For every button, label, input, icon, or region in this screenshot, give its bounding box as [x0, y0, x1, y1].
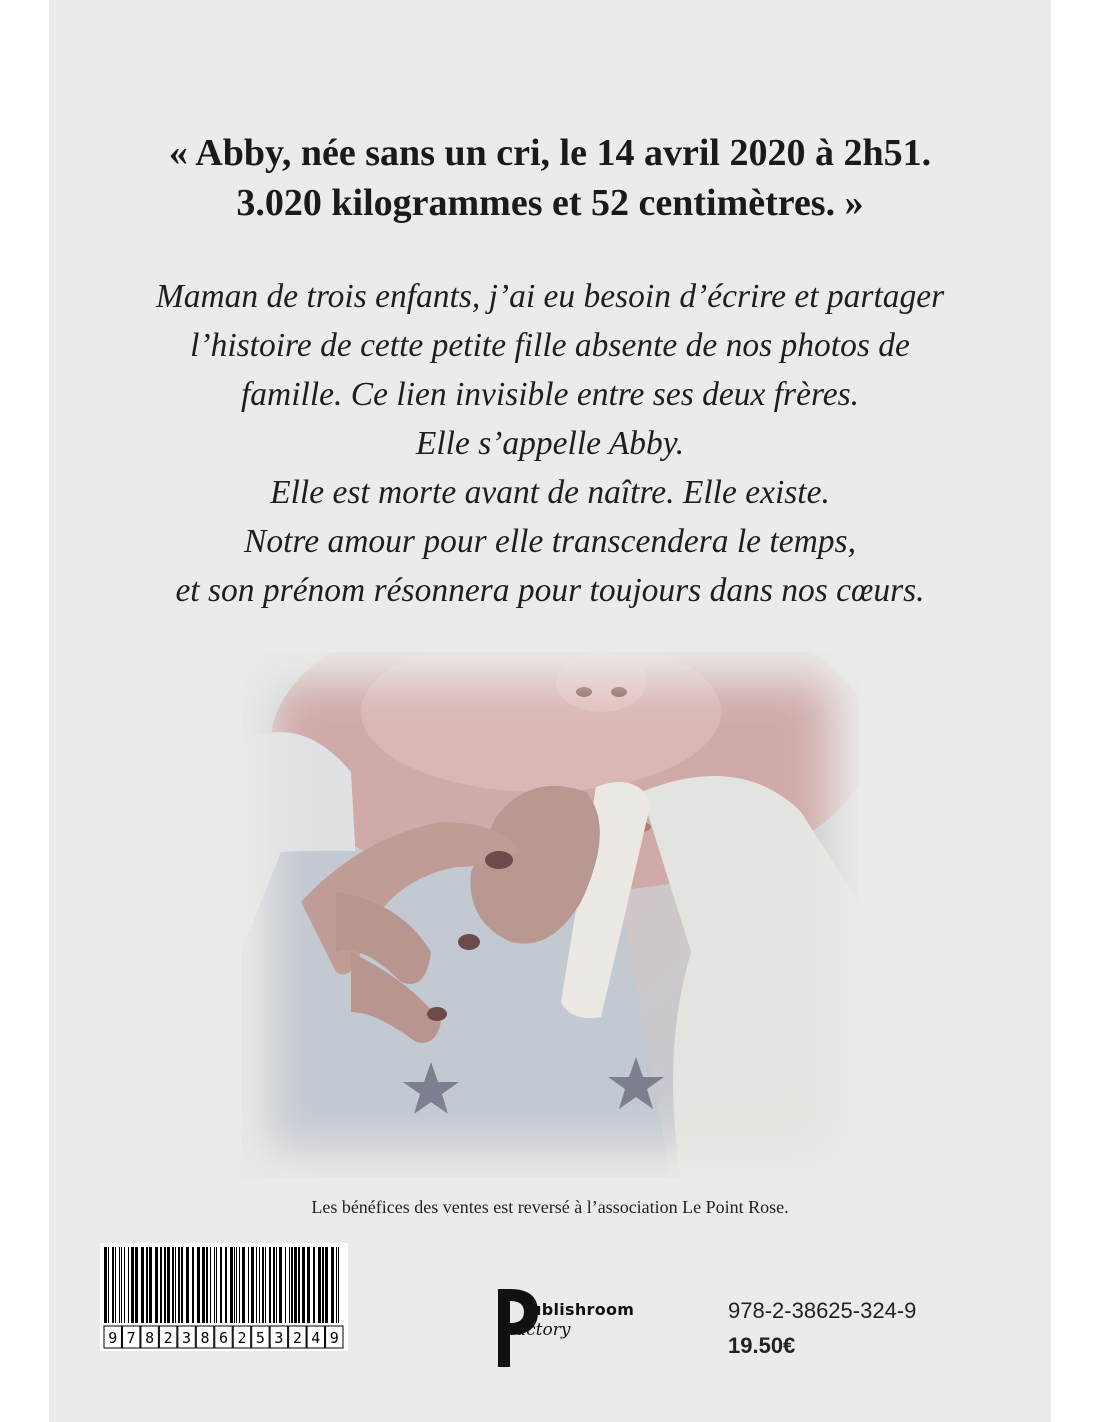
barcode-bar	[338, 1247, 339, 1323]
barcode-bar	[141, 1247, 144, 1323]
barcode-bar	[285, 1247, 286, 1323]
barcode-bar	[192, 1247, 194, 1323]
barcode-bar	[115, 1247, 116, 1323]
barcode-bar	[259, 1247, 260, 1323]
barcode-bar	[121, 1247, 122, 1323]
barcode-bar	[239, 1247, 240, 1323]
barcode-digit: 8	[145, 1329, 155, 1347]
barcode-bar	[262, 1247, 264, 1323]
publisher-logo	[496, 1285, 636, 1370]
barcode-bar	[225, 1247, 227, 1323]
barcode-bar	[322, 1247, 324, 1323]
barcode-digit: 7	[126, 1329, 136, 1347]
barcode-digit: 2	[237, 1329, 247, 1347]
barcode-bar	[313, 1247, 315, 1323]
barcode-bar	[279, 1247, 282, 1323]
barcode-bar	[273, 1247, 275, 1323]
blurb-line: Elle est morte avant de naître. Elle existe.	[270, 474, 830, 511]
barcode-bar	[119, 1247, 120, 1323]
barcode-bar	[220, 1247, 222, 1323]
barcode-bar	[325, 1247, 328, 1323]
barcode-bars	[100, 1243, 348, 1351]
headline-quote	[49, 128, 1051, 228]
barcode-bar	[128, 1247, 129, 1323]
barcode-bar	[112, 1247, 114, 1323]
barcode-bar	[251, 1247, 254, 1323]
charity-caption: Les bénéfices des ventes est reversé à l’association Le Point Rose.	[311, 1197, 789, 1217]
barcode-bar	[331, 1247, 334, 1323]
baby-photo	[241, 652, 859, 1178]
barcode-bar	[155, 1247, 158, 1323]
barcode-bar	[214, 1247, 215, 1323]
baby-photo-illustration	[241, 652, 859, 1178]
barcode-bar	[236, 1247, 237, 1323]
barcode-bar	[216, 1247, 217, 1323]
barcode-bar	[210, 1247, 211, 1323]
barcode-bar	[164, 1247, 166, 1323]
barcode-bar	[206, 1247, 208, 1323]
barcode-digit: 5	[255, 1329, 265, 1347]
barcode-bar	[276, 1247, 277, 1323]
barcode-bar	[248, 1247, 249, 1323]
barcode-bar	[197, 1247, 200, 1323]
barcode-bar	[178, 1247, 180, 1323]
barcode-bar	[291, 1247, 293, 1323]
barcode-bar	[307, 1247, 310, 1323]
barcode-bar	[302, 1247, 305, 1323]
back-cover	[49, 0, 1051, 1422]
blurb-line: Elle s’appelle Abby.	[415, 425, 685, 462]
blurb-line: Notre amour pour elle transcendera le temps,	[244, 523, 856, 560]
barcode-bar	[135, 1247, 138, 1323]
barcode-digit: 9	[329, 1329, 339, 1347]
barcode-bar	[294, 1247, 297, 1323]
barcode-bar	[230, 1247, 233, 1323]
barcode-bar	[172, 1247, 174, 1323]
barcode-digit: 9	[108, 1329, 118, 1347]
barcode-bar	[289, 1247, 290, 1323]
barcode-bar	[104, 1247, 107, 1323]
blurb-line: famille. Ce lien invisible entre ses deux frères.	[240, 376, 860, 413]
barcode-bar	[242, 1247, 245, 1323]
publisher-name-1: ublishroom	[530, 1300, 635, 1319]
barcode	[100, 1243, 348, 1351]
blurb-line: Maman de trois enfants, j’ai eu besoin d’écrire et partager	[155, 278, 945, 315]
barcode-bar	[146, 1247, 148, 1323]
barcode-bar	[256, 1247, 257, 1323]
barcode-bar	[131, 1247, 134, 1323]
barcode-digit: 6	[218, 1329, 229, 1347]
publisher-name-2: actory	[516, 1320, 571, 1340]
barcode-bar	[186, 1247, 189, 1323]
barcode-bar	[265, 1247, 266, 1323]
blurb-line: l’histoire de cette petite fille absente de nos photos de	[190, 327, 910, 364]
barcode-bar	[160, 1247, 162, 1323]
price: 19.50€	[728, 1333, 796, 1358]
barcode-bar	[336, 1247, 337, 1323]
barcode-bar	[202, 1247, 205, 1323]
barcode-bar	[318, 1247, 321, 1323]
barcode-bar	[124, 1247, 125, 1323]
barcode-digit: 4	[311, 1329, 321, 1347]
barcode-bar	[167, 1247, 170, 1323]
barcode-digit: 2	[163, 1329, 173, 1347]
barcode-bar	[175, 1247, 176, 1323]
barcode-digit: 3	[182, 1329, 192, 1347]
barcode-digit: 8	[200, 1329, 210, 1347]
headline-line-2: 3.020 kilogrammes et 52 centimètres. »	[236, 182, 864, 224]
barcode-bar	[269, 1247, 271, 1323]
headline-line-1: « Abby, née sans un cri, le 14 avril 2020 à 2h51.	[168, 132, 932, 174]
barcode-bar	[108, 1247, 109, 1323]
barcode-digit: 2	[292, 1329, 302, 1347]
barcode-bar	[149, 1247, 152, 1323]
isbn: 978-2-38625-324-9	[728, 1298, 917, 1323]
blurb-text	[49, 272, 1051, 615]
barcode-digit: 3	[274, 1329, 284, 1347]
barcode-bar	[234, 1247, 235, 1323]
barcode-bar	[298, 1247, 300, 1323]
blurb-line: et son prénom résonnera pour toujours dans nos cœurs.	[175, 572, 925, 609]
barcode-bar	[181, 1247, 183, 1323]
